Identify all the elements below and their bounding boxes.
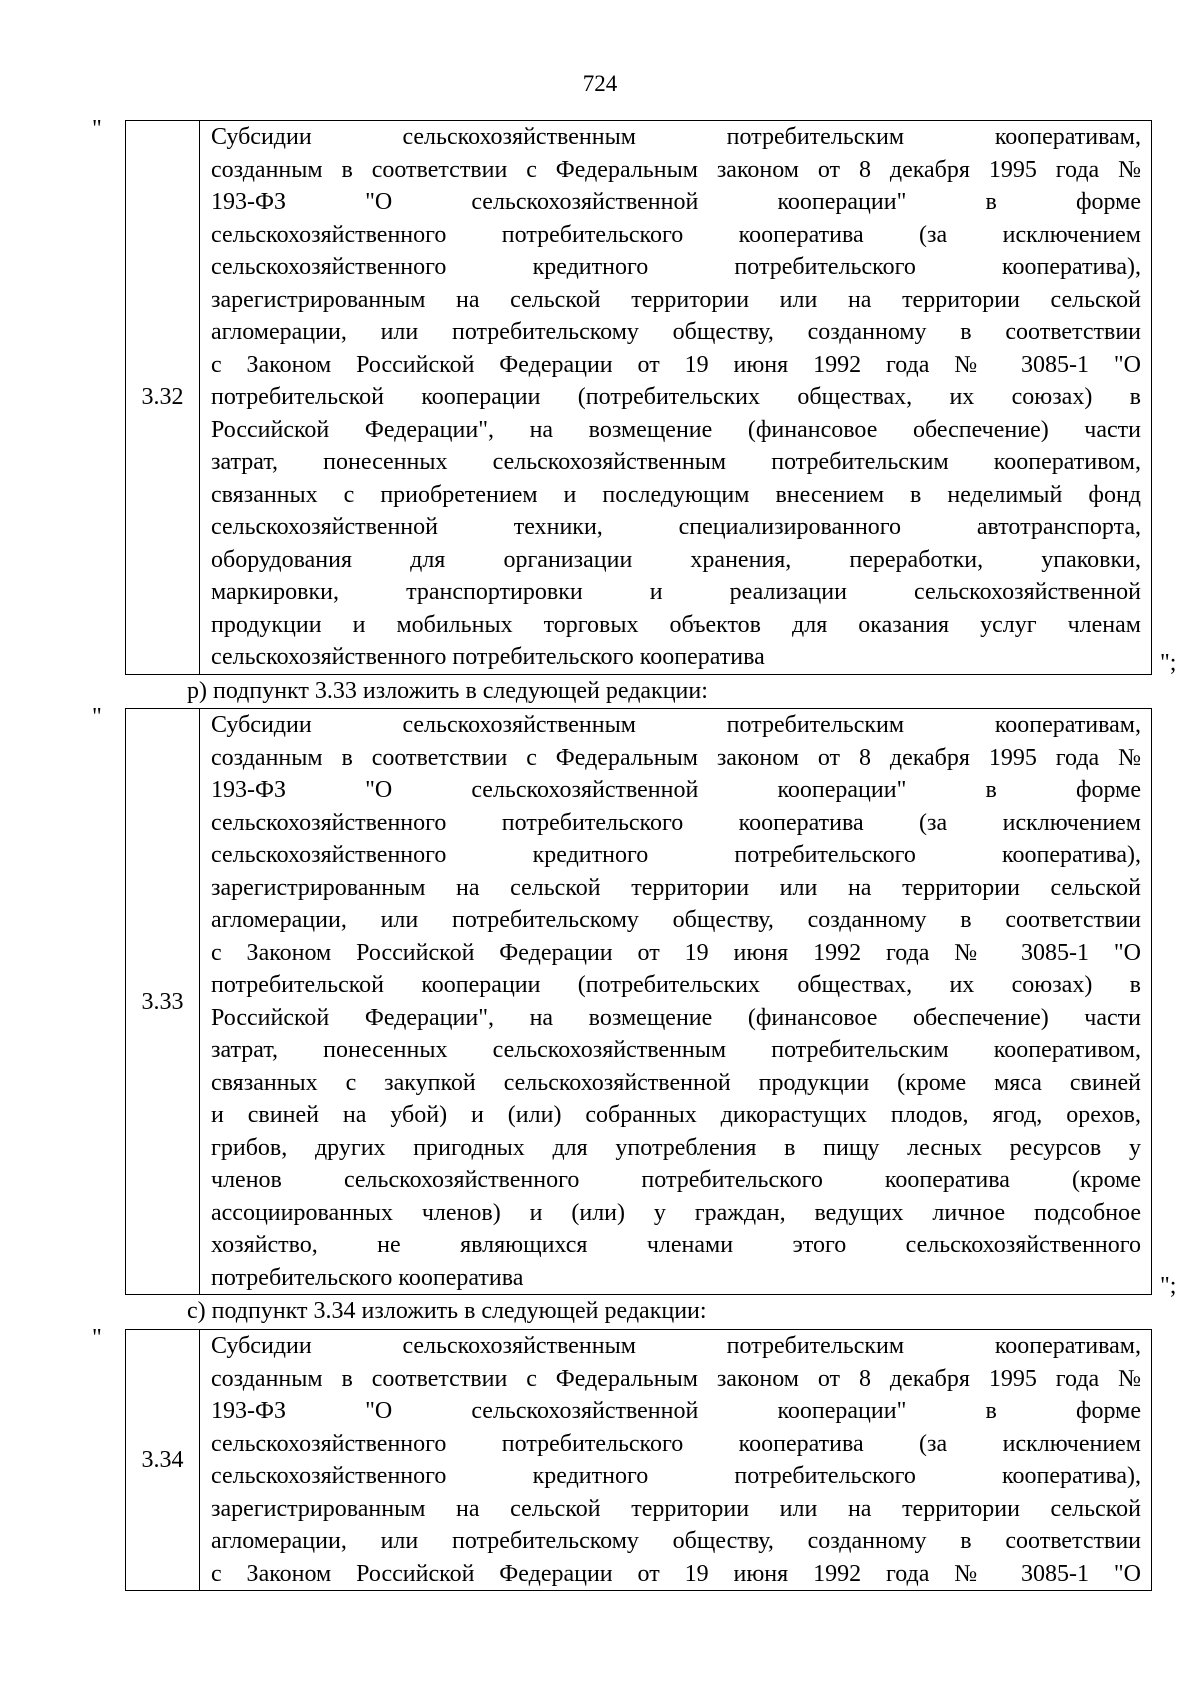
text-line: потребительского кооператива	[211, 1264, 524, 1291]
text-line: членов сельскохозяйственного потребительского кооператива (кроме	[211, 1167, 1141, 1193]
text-line: сельскохозяйственного потребительского кооператива (за исключением	[211, 1430, 1141, 1457]
text-line: и свиней на убой) и (или) собранных дикорастущих плодов, ягод, орехов,	[211, 1102, 1141, 1128]
row-text	[200, 1330, 1151, 1590]
text-line: сельскохозяйственной техники, специализированного автотранспорта,	[211, 514, 1141, 540]
text-line: сельскохозяйственного потребительского кооператива (за исключением	[211, 809, 1141, 836]
text-line: 193-ФЗ "О сельскохозяйственной кооперации" в форме	[211, 1398, 1141, 1424]
row-number: 3.33	[126, 709, 200, 1294]
text-line: агломерации, или потребительскому обществу, созданному в соответствии	[211, 907, 1141, 933]
instruction-paragraph: р) подпункт 3.33 изложить в следующей редакции:	[187, 678, 708, 704]
text-line: затрат, понесенных сельскохозяйственным потребительским кооперативом,	[211, 449, 1141, 475]
text-line: связанных с приобретением и последующим внесением в неделимый фонд	[211, 481, 1141, 508]
text-line: Российской Федерации", на возмещение (финансовое обеспечение) части	[211, 1004, 1141, 1031]
text-line: сельскохозяйственного кредитного потребительского кооператива),	[211, 842, 1141, 868]
text-line: созданным в соответствии с Федеральным законом от 8 декабря 1995 года №	[211, 156, 1141, 183]
instruction-paragraph: с) подпункт 3.34 изложить в следующей редакции:	[187, 1298, 707, 1324]
text-line: 193-ФЗ "О сельскохозяйственной кооперации" в форме	[211, 189, 1141, 215]
text-line: созданным в соответствии с Федеральным законом от 8 декабря 1995 года №	[211, 744, 1141, 771]
text-line: зарегистрированным на сельской территории или на территории сельской	[211, 286, 1141, 313]
text-line: агломерации, или потребительскому обществу, созданному в соответствии	[211, 319, 1141, 345]
text-line: Субсидии сельскохозяйственным потребительским кооперативам,	[211, 712, 1141, 738]
text-line: сельскохозяйственного кредитного потребительского кооператива),	[211, 254, 1141, 280]
text-line: Субсидии сельскохозяйственным потребительским кооперативам,	[211, 124, 1141, 150]
row-number: 3.32	[126, 121, 200, 674]
text-line: ассоциированных членов) и (или) у граждан, ведущих личное подсобное	[211, 1199, 1141, 1226]
text-line: с Законом Российской Федерации от 19 июня 1992 года № 3085-1 "О	[211, 351, 1141, 378]
text-line: затрат, понесенных сельскохозяйственным потребительским кооперативом,	[211, 1037, 1141, 1063]
open-quote: "	[92, 704, 102, 730]
close-quote: ";	[1160, 650, 1177, 676]
row-text	[200, 121, 1151, 674]
text-line: потребительской кооперации (потребительских обществах, их союзах) в	[211, 972, 1141, 998]
open-quote: "	[92, 1325, 102, 1351]
text-line: зарегистрированным на сельской территории или на территории сельской	[211, 1495, 1141, 1522]
text-line: сельскохозяйственного потребительского кооператива	[211, 644, 765, 670]
close-quote: ";	[1160, 1273, 1177, 1299]
text-line: Российской Федерации", на возмещение (финансовое обеспечение) части	[211, 416, 1141, 443]
text-line: 193-ФЗ "О сельскохозяйственной кооперации" в форме	[211, 777, 1141, 803]
text-line: сельскохозяйственного кредитного потребительского кооператива),	[211, 1463, 1141, 1489]
table-row	[125, 120, 1152, 675]
text-line: связанных с закупкой сельскохозяйственной продукции (кроме мяса свиней	[211, 1069, 1141, 1096]
text-line: сельскохозяйственного потребительского кооператива (за исключением	[211, 221, 1141, 248]
text-line: с Законом Российской Федерации от 19 июня 1992 года № 3085-1 "О	[211, 1560, 1141, 1587]
text-line: Субсидии сельскохозяйственным потребительским кооперативам,	[211, 1333, 1141, 1359]
text-line: хозяйство, не являющихся членами этого сельскохозяйственного	[211, 1232, 1141, 1258]
open-quote: "	[92, 116, 102, 142]
text-line: маркировки, транспортировки и реализации сельскохозяйственной	[211, 579, 1141, 605]
text-line: зарегистрированным на сельской территории или на территории сельской	[211, 874, 1141, 901]
text-line: агломерации, или потребительскому обществу, созданному в соответствии	[211, 1528, 1141, 1554]
text-line: созданным в соответствии с Федеральным законом от 8 декабря 1995 года №	[211, 1365, 1141, 1392]
text-line: продукции и мобильных торговых объектов для оказания услуг членам	[211, 611, 1141, 638]
row-number: 3.34	[126, 1330, 200, 1590]
row-text	[200, 709, 1151, 1294]
table-row	[125, 1329, 1152, 1591]
text-line: с Законом Российской Федерации от 19 июня 1992 года № 3085-1 "О	[211, 939, 1141, 966]
text-line: оборудования для организации хранения, переработки, упаковки,	[211, 546, 1141, 573]
text-line: грибов, других пригодных для употребления в пищу лесных ресурсов у	[211, 1134, 1141, 1161]
page-number: 724	[582, 71, 618, 96]
text-line: потребительской кооперации (потребительских обществах, их союзах) в	[211, 384, 1141, 410]
table-row	[125, 708, 1152, 1295]
